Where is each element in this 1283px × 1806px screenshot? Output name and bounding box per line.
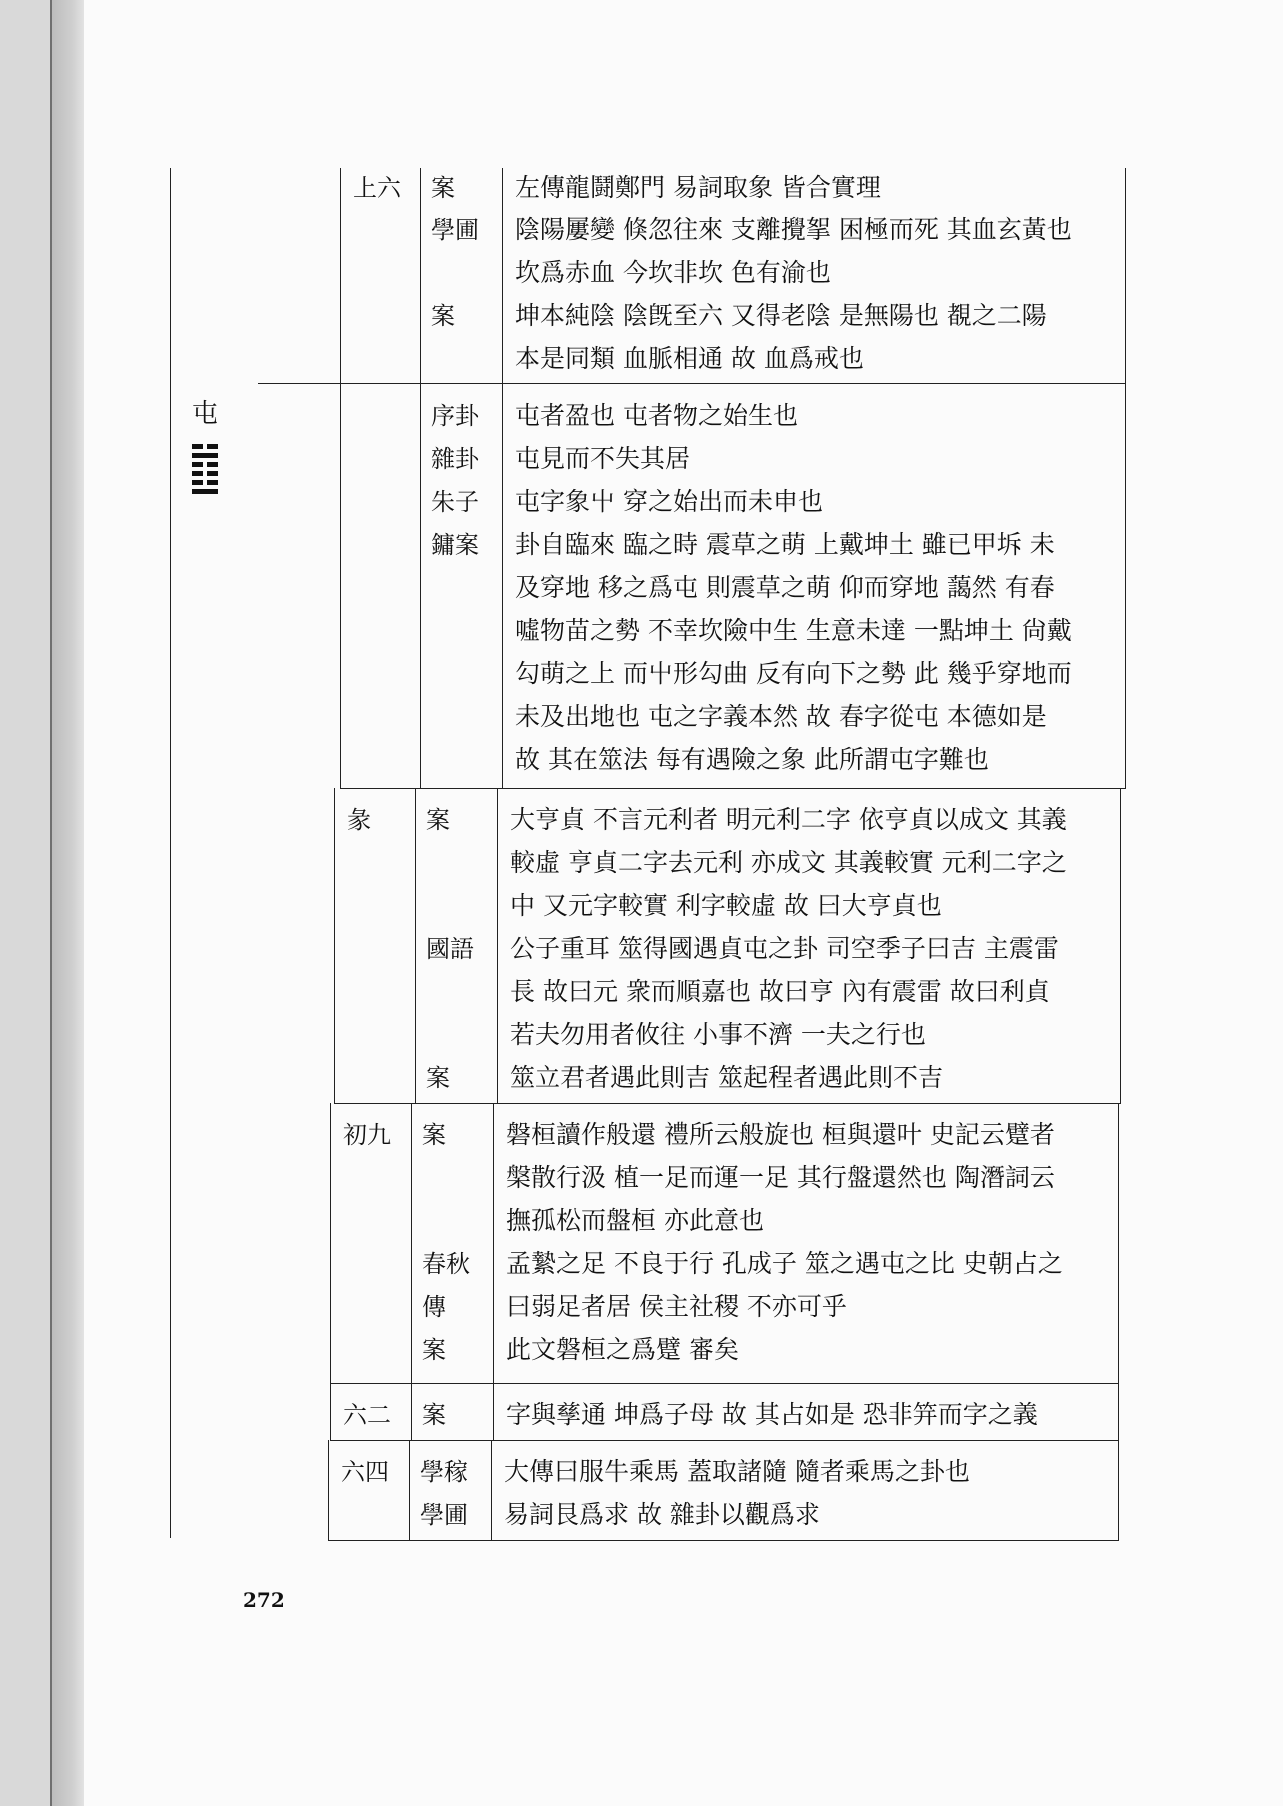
source-label: 雜卦 xyxy=(431,445,479,473)
row-label: 初九 xyxy=(343,1121,391,1149)
source-label: 案 xyxy=(431,302,455,330)
text-line: 此文磐桓之爲躄 審矣 xyxy=(506,1335,739,1364)
source-label: 鏞案 xyxy=(431,531,479,559)
row-tuan xyxy=(334,788,1121,1104)
source-label: 案 xyxy=(426,806,450,834)
source-label: 學圃 xyxy=(431,216,479,244)
row-tun-preface xyxy=(340,384,1126,789)
source-label: 傳 xyxy=(422,1293,446,1321)
text-line: 卦自臨來 臨之時 震草之萌 上戴坤土 雖已甲坼 未 xyxy=(515,530,1055,559)
page-number: 272 xyxy=(243,1588,285,1612)
text-line: 筮立君者遇此則吉 筮起程者遇此則不吉 xyxy=(510,1063,943,1092)
gua-column-rule xyxy=(170,168,171,1538)
book-spine xyxy=(50,0,87,1806)
row-label: 上六 xyxy=(353,174,401,202)
text-line: 故 其在筮法 每有遇險之象 此所謂屯字難也 xyxy=(515,745,989,774)
text-line: 大傳曰服牛乘馬 蓋取諸隨 隨者乘馬之卦也 xyxy=(504,1457,970,1486)
source-label: 案 xyxy=(422,1401,446,1429)
text-line: 槃散行汲 植一足而運一足 其行盤還然也 陶潛詞云 xyxy=(506,1163,1055,1192)
text-line: 本是同類 血脈相通 故 血爲戒也 xyxy=(515,344,864,373)
text-line: 磐桓讀作般還 禮所云般旋也 桓與還叶 史記云躄者 xyxy=(506,1120,1055,1149)
source-label: 序卦 xyxy=(431,402,479,430)
text-line: 未及出地也 屯之字義本然 故 春字從屯 本德如是 xyxy=(515,702,1047,731)
row-label: 六四 xyxy=(341,1458,389,1486)
text-line: 若夫勿用者攸往 小事不濟 一夫之行也 xyxy=(510,1020,926,1049)
source-label: 案 xyxy=(426,1064,450,1092)
source-label: 春秋 xyxy=(422,1250,470,1278)
row-liusi xyxy=(328,1440,1119,1541)
row-shangliu xyxy=(340,168,1126,384)
hexagram-name: 屯 xyxy=(191,399,218,429)
row-liuer xyxy=(330,1383,1119,1441)
row-chujiu xyxy=(330,1103,1119,1384)
text-line: 較虛 亨貞二字去元利 亦成文 其義較實 元利二字之 xyxy=(510,848,1067,877)
hexagram-symbol xyxy=(192,444,218,494)
text-line: 陰陽屢變 倏忽往來 支離攪挐 困極而死 其血玄黃也 xyxy=(515,215,1072,244)
source-label: 學圃 xyxy=(420,1501,468,1529)
row-label: 彖 xyxy=(347,806,371,834)
text-line: 大亨貞 不言元利者 明元利二字 依亨貞以成文 其義 xyxy=(510,805,1067,834)
source-label: 國語 xyxy=(426,935,474,963)
text-line: 撫孤松而盤桓 亦此意也 xyxy=(506,1206,764,1235)
text-line: 孟縶之足 不良于行 孔成子 筮之遇屯之比 史朝占之 xyxy=(506,1249,1063,1278)
text-line: 勾萌之上 而屮形勾曲 反有向下之勢 此 幾乎穿地而 xyxy=(515,659,1072,688)
text-line: 坤本純陰 陰旣至六 又得老陰 是無陽也 覩之二陽 xyxy=(515,301,1047,330)
text-line: 曰弱足者居 侯主社稷 不亦可乎 xyxy=(506,1292,847,1321)
source-label: 案 xyxy=(431,174,455,202)
row-label: 六二 xyxy=(343,1401,391,1429)
text-line: 坎爲赤血 今坎非坎 色有渝也 xyxy=(515,258,831,287)
text-line: 及穿地 移之爲屯 則震草之萌 仰而穿地 藹然 有春 xyxy=(515,573,1055,602)
text-line: 屯者盈也 屯者物之始生也 xyxy=(515,401,798,430)
text-line: 屯見而不失其居 xyxy=(515,444,691,473)
source-label: 朱子 xyxy=(431,488,479,516)
text-line: 左傳龍鬪鄭門 易詞取象 皆合實理 xyxy=(515,173,881,202)
source-label: 案 xyxy=(422,1336,446,1364)
text-line: 中 又元字較實 利字較虛 故 曰大亨貞也 xyxy=(510,891,942,920)
text-line: 屯字象屮 穿之始出而未申也 xyxy=(515,487,823,516)
text-line: 字與孳通 坤爲子母 故 其占如是 恐非笄而字之義 xyxy=(506,1400,1038,1429)
source-label: 學稼 xyxy=(420,1458,468,1486)
hexagram-column xyxy=(185,398,225,498)
text-line: 易詞艮爲求 故 雜卦以觀爲求 xyxy=(504,1500,820,1529)
source-label: 案 xyxy=(422,1121,446,1149)
text-line: 噓物苗之勢 不幸坎險中生 生意未達 一點坤土 尙戴 xyxy=(515,616,1072,645)
text-line: 公子重耳 筮得國遇貞屯之卦 司空季子曰吉 主震雷 xyxy=(510,934,1059,963)
text-line: 長 故曰元 衆而順嘉也 故曰亨 內有震雷 故曰利貞 xyxy=(510,977,1050,1006)
